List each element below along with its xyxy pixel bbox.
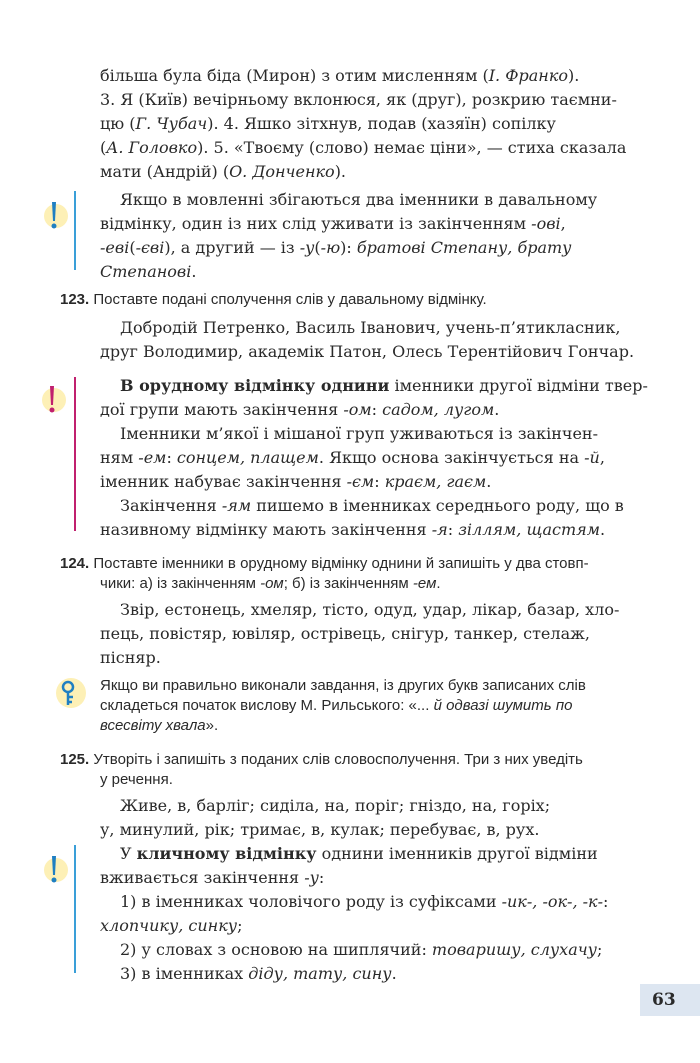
rule-bar-blue — [74, 191, 76, 270]
task-123-example: Добродій Петренко, Василь Іванович, учень-п’ятикласник, друг Володимир, академік Патон, Олесь Терентійович Гончар. — [100, 318, 635, 361]
key-note: Якщо ви правильно виконали завдання, із других букв записаних слів складеться початок вислову М. Рильського: «... й одвазі шумить по всесвіту хвала». — [100, 677, 586, 734]
task-125: 125. Утворіть і запишіть з поданих слів словосполучення. Три з них уведіть у речення. — [60, 751, 583, 788]
rule-instrumental: В орудному відмінку однини іменники другої відміни твер- дої групи мають закінчення -ом: садом, лугом. Іменники м’якої і мішаної груп уживаються із закінчен- ням -ем: сонцем, плащем. Якщо основа закінчується на -й, іменник набуває закінчення -єм: краєм, гаєм. Закінчення -ям пишемо в іменниках середнього роду, що в називному відмінку мають закінчення -я: зіллям, щастям. — [100, 376, 648, 539]
rule-bar-blue — [74, 845, 76, 973]
top-paragraph: більша була біда (Мирон) з отим мисленням (І. Франко). 3. Я (Київ) вечірньому вклонюся, як (друг), розкрию таємни- цю (Г. Чубач). 4. Яшко зітхнув, подав (хазяїн) сопілку (А. Головко). 5. «Твоєму (слово) немає ціни», — стиха сказала мати (Андрій) (О. Донченко). — [100, 66, 627, 181]
task-124: 124. Поставте іменники в орудному відмінку однини й запишіть у два стовп- чики: а) із закінченням -ом; б) із закінченням -ем. — [60, 555, 589, 592]
page-number: 63 — [652, 990, 676, 1010]
task-123: 123. Поставте подані сполучення слів у давальному відмінку. — [60, 291, 487, 308]
rule-dative: Якщо в мовленні збігаються два іменники в давальному відмінку, один із них слід уживати із закінченням -ові, -еві(-єві), а другий — із -у(-ю): братові Степану, брату Степанові. — [100, 190, 598, 281]
exclamation-icon — [40, 194, 68, 238]
exclamation-icon — [38, 378, 66, 422]
exclamation-icon — [40, 848, 68, 892]
key-icon — [54, 676, 88, 714]
rule-vocative: У кличному відмінку однини іменників другої відміни вживається закінчення -у: 1) в іменниках чоловічого роду із суфіксами -ик-, -ок-, -к-: хлопчику, синку; 2) у словах з основою на шиплячий: товаришу, слухачу; 3) в іменниках діду, тату, сину. — [100, 844, 609, 983]
rule-bar-magenta — [74, 377, 76, 531]
task-125-example: Живе, в, барліг; сиділа, на, поріг; гніздо, на, горіх; у, минулий, рік; тримає, в, кулак; перебуває, в, рух. — [100, 796, 551, 839]
task-124-example: Звір, естонець, хмеляр, тісто, одуд, удар, лікар, базар, хло- пець, повістяр, ювіляр, острівець, снігур, танкер, стелаж, пісняр. — [100, 600, 620, 667]
